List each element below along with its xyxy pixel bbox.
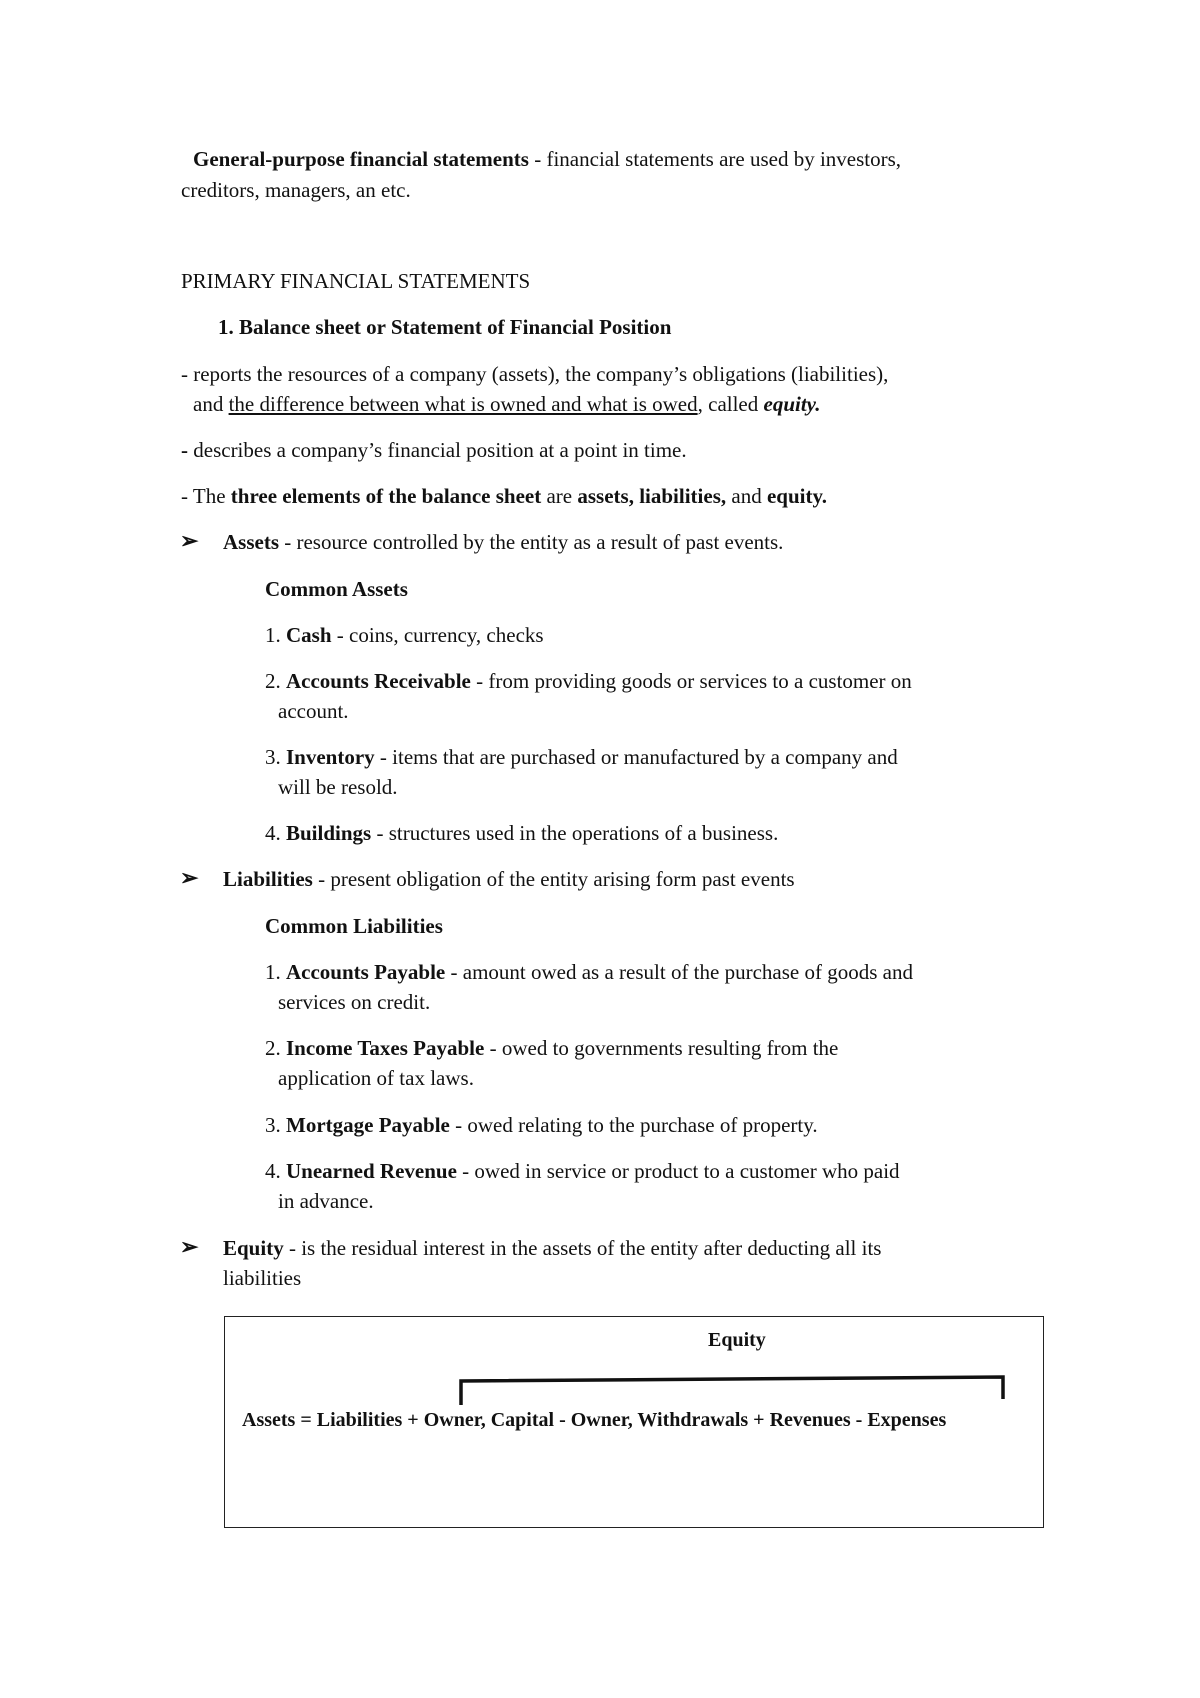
liability-item bbox=[265, 1156, 900, 1186]
text-segment: , called bbox=[697, 392, 764, 416]
assets-def: - resource controlled by the entity as a result of past events. bbox=[279, 530, 784, 554]
dash-mark: - bbox=[181, 438, 188, 462]
item-number: 3. bbox=[265, 745, 286, 769]
asset-item bbox=[265, 818, 778, 848]
text-segment: and bbox=[193, 392, 229, 416]
text-segment: are bbox=[541, 484, 578, 508]
item-number: 2. bbox=[265, 1036, 286, 1060]
equity-label: Equity bbox=[708, 1329, 766, 1351]
bold-phrase: assets, liabilities, bbox=[577, 484, 727, 508]
intro-definition-2: creditors, managers, an etc. bbox=[181, 178, 411, 202]
common-liabilities-heading: Common Liabilities bbox=[265, 914, 443, 938]
item-number: 2. bbox=[265, 669, 286, 693]
text-segment: - The bbox=[181, 484, 231, 508]
item-def: - amount owed as a result of the purchase of goods and bbox=[445, 960, 913, 984]
item-term: Income Taxes Payable bbox=[286, 1036, 485, 1060]
assets-term: Assets bbox=[223, 530, 279, 554]
bs-paragraph-3 bbox=[181, 481, 827, 511]
liabilities-term: Liabilities bbox=[223, 867, 313, 891]
item-def: - structures used in the operations of a business. bbox=[371, 821, 779, 845]
item-number: 3. bbox=[265, 1113, 286, 1137]
asset-item bbox=[265, 742, 898, 772]
item-number: 4. bbox=[265, 821, 286, 845]
balance-sheet-heading: 1. Balance sheet or Statement of Financial Position bbox=[218, 315, 672, 339]
accounting-equation-box bbox=[224, 1316, 1044, 1528]
text-segment: describes a company’s financial position at a point in time. bbox=[188, 438, 687, 462]
liability-item bbox=[265, 1110, 818, 1140]
liabilities-def: - present obligation of the entity arising form past events bbox=[312, 867, 795, 891]
asset-item bbox=[265, 620, 544, 650]
equity-emphasis: equity. bbox=[763, 392, 821, 416]
item-term: Mortgage Payable bbox=[286, 1113, 450, 1137]
item-def: - owed in service or product to a customer who paid bbox=[456, 1159, 900, 1183]
item-term: Inventory bbox=[286, 745, 375, 769]
intro-line-2 bbox=[181, 175, 411, 205]
bullet-arrow-icon: ➢ bbox=[180, 528, 199, 553]
accounting-equation: Assets = Liabilities + Owner, Capital - Owner, Withdrawals + Revenues - Expenses bbox=[242, 1409, 947, 1431]
section-heading: PRIMARY FINANCIAL STATEMENTS bbox=[181, 269, 531, 293]
text-segment: and bbox=[726, 484, 767, 508]
item-def: - coins, currency, checks bbox=[331, 623, 544, 647]
assets-definition bbox=[223, 527, 783, 557]
bullet-arrow-icon: ➢ bbox=[180, 1234, 199, 1259]
item-def: - owed to governments resulting from the bbox=[484, 1036, 839, 1060]
liabilities-definition bbox=[223, 864, 795, 894]
bullet-arrow-icon: ➢ bbox=[180, 865, 199, 890]
equity-definition-continuation: liabilities bbox=[223, 1266, 302, 1290]
item-number: 4. bbox=[265, 1159, 286, 1183]
bold-phrase: equity. bbox=[766, 484, 828, 508]
equity-definition bbox=[223, 1233, 881, 1263]
item-term: Accounts Payable bbox=[286, 960, 446, 984]
liability-item-continuation: application of tax laws. bbox=[278, 1066, 474, 1090]
asset-item bbox=[265, 666, 912, 696]
item-def: - owed relating to the purchase of property. bbox=[449, 1113, 818, 1137]
asset-item-continuation: will be resold. bbox=[278, 775, 398, 799]
liability-item bbox=[265, 957, 913, 987]
liability-item-continuation: in advance. bbox=[278, 1189, 374, 1213]
bold-phrase: three elements of the balance sheet bbox=[230, 484, 542, 508]
bs-paragraph-2 bbox=[181, 435, 687, 465]
common-assets-heading: Common Assets bbox=[265, 577, 408, 601]
item-number: 1. bbox=[265, 960, 286, 984]
item-term: Accounts Receivable bbox=[286, 669, 471, 693]
liability-item bbox=[265, 1033, 838, 1063]
item-def: - items that are purchased or manufactured by a company and bbox=[374, 745, 898, 769]
liability-item-continuation: services on credit. bbox=[278, 990, 431, 1014]
equity-def: - is the residual interest in the assets of the entity after deducting all its bbox=[283, 1236, 882, 1260]
bs-paragraph-1-line-1: - reports the resources of a company (assets), the company’s obligations (liabilities), bbox=[181, 362, 889, 386]
asset-item-continuation: account. bbox=[278, 699, 349, 723]
item-term: Cash bbox=[286, 623, 332, 647]
intro-term: General-purpose financial statements bbox=[193, 147, 529, 171]
item-number: 1. bbox=[265, 623, 286, 647]
intro-definition-1: - financial statements are used by investors, bbox=[528, 147, 902, 171]
item-term: Unearned Revenue bbox=[286, 1159, 457, 1183]
intro-line-1 bbox=[193, 144, 901, 174]
item-def: - from providing goods or services to a customer on bbox=[470, 669, 912, 693]
underlined-phrase: the difference between what is owned and what is owed bbox=[228, 392, 698, 416]
bs-paragraph-1-line-2 bbox=[193, 389, 820, 419]
item-term: Buildings bbox=[286, 821, 372, 845]
equity-term: Equity bbox=[223, 1236, 284, 1260]
